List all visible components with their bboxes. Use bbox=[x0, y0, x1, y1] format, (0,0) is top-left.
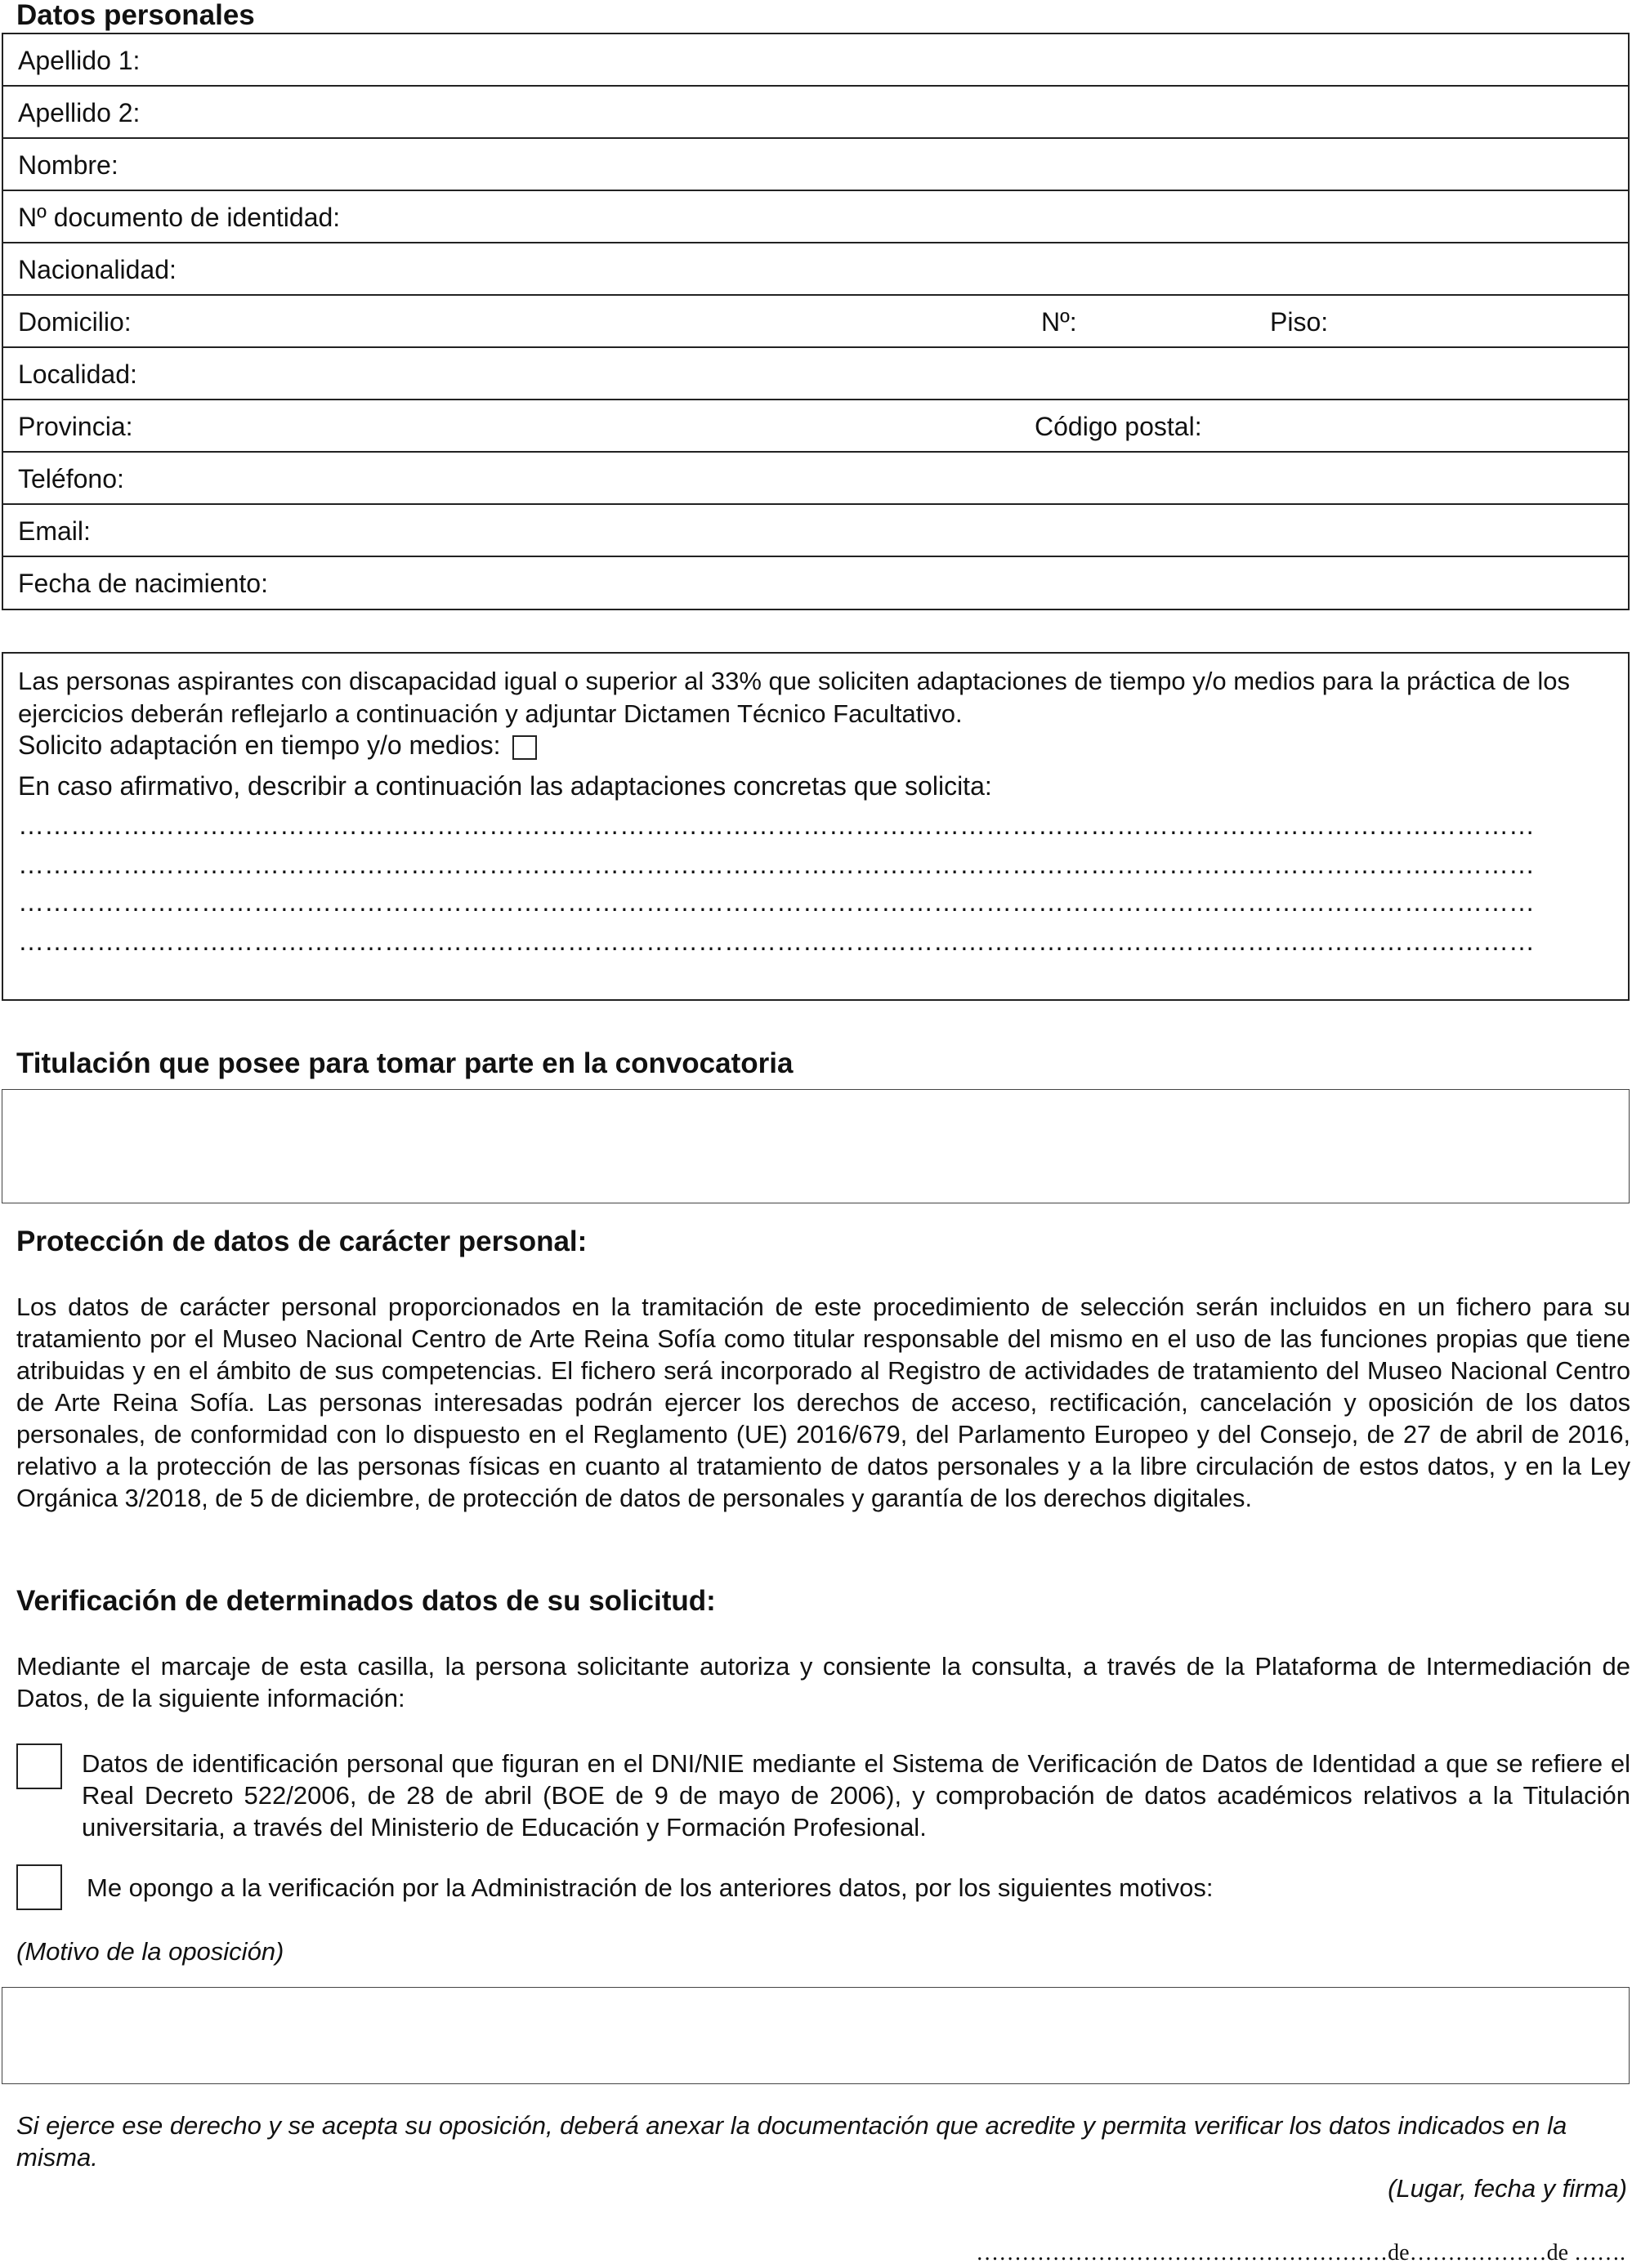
row-apellido1 bbox=[3, 34, 1628, 87]
verificacion-checkbox-me-opongo[interactable] bbox=[16, 1864, 62, 1910]
provincia-input[interactable] bbox=[159, 407, 1028, 446]
row-localidad bbox=[3, 348, 1628, 400]
motivo-oposicion-label: (Motivo de la oposición) bbox=[16, 1937, 284, 1966]
telefono-input[interactable] bbox=[159, 459, 1616, 498]
section-title-verificacion: Verificación de determinados datos de su solicitud: bbox=[16, 1585, 716, 1617]
label-nombre: Nombre: bbox=[18, 150, 118, 180]
discapacidad-box bbox=[2, 652, 1630, 1001]
row-provincia bbox=[3, 400, 1628, 453]
solicito-adaptacion-line bbox=[18, 730, 537, 760]
motivo-oposicion-input[interactable] bbox=[2, 1987, 1630, 2084]
section-title-datos-personales: Datos personales bbox=[16, 0, 255, 31]
row-apellido2 bbox=[3, 87, 1628, 139]
verificacion-checkbox-autorizo[interactable] bbox=[16, 1743, 62, 1789]
label-email: Email: bbox=[18, 516, 91, 546]
apellido2-input[interactable] bbox=[167, 93, 1616, 132]
personal-data-table bbox=[2, 33, 1630, 610]
row-nacionalidad bbox=[3, 243, 1628, 296]
numero-input[interactable] bbox=[1090, 302, 1265, 342]
documento-input[interactable] bbox=[371, 198, 1616, 237]
label-documento: Nº documento de identidad: bbox=[18, 203, 341, 232]
dotted-line-1[interactable]: ………………………………………………………………………………………………………………………………………………………… bbox=[18, 810, 1535, 840]
label-apellido1: Apellido 1: bbox=[18, 46, 141, 75]
piso-input[interactable] bbox=[1344, 302, 1616, 342]
label-numero: Nº: bbox=[1041, 307, 1077, 337]
section-title-titulacion: Titulación que posee para tomar parte en la convocatoria bbox=[16, 1047, 794, 1079]
row-email bbox=[3, 505, 1628, 557]
row-nombre bbox=[3, 139, 1628, 191]
label-telefono: Teléfono: bbox=[18, 464, 124, 493]
row-fecha-nacimiento bbox=[3, 557, 1628, 609]
adaptacion-checkbox[interactable] bbox=[512, 735, 537, 760]
email-input[interactable] bbox=[118, 511, 1616, 551]
section-title-proteccion: Protección de datos de carácter personal: bbox=[16, 1226, 588, 1257]
discapacidad-intro: Las personas aspirantes con discapacidad igual o superior al 33% que soliciten adaptaciones de tiempo y/o medios para la práctica de los ejercicios deberán reflejarlo a continuación y adjuntar Dictamen Técnico Facultativo. bbox=[18, 667, 1571, 728]
en-caso-label: En caso afirmativo, describir a continuación las adaptaciones concretas que solicita: bbox=[18, 771, 992, 801]
apellido1-input[interactable] bbox=[167, 41, 1616, 80]
row-documento bbox=[3, 191, 1628, 243]
dotted-line-3[interactable]: ………………………………………………………………………………………………………………………………………………………… bbox=[18, 887, 1535, 917]
verificacion-option1-text: Datos de identificación personal que figuran en el DNI/NIE mediante el Sistema de Verificación de Datos de Identidad a que se refiere el Real Decreto 522/2006, de 28 de abril (BOE de 9 de mayo de 2006), y comprobación de datos académicos relativos a la Titulación universitaria, a través del Ministerio de Educación y Formación Profesional. bbox=[82, 1749, 1630, 1842]
solicito-label: Solicito adaptación en tiempo y/o medios: bbox=[18, 730, 501, 760]
label-fecha-nacimiento: Fecha de nacimiento: bbox=[18, 569, 268, 598]
label-nacionalidad: Nacionalidad: bbox=[18, 255, 177, 284]
dotted-line-2[interactable]: ………………………………………………………………………………………………………………………………………………………… bbox=[18, 850, 1535, 879]
label-piso: Piso: bbox=[1270, 307, 1329, 337]
label-provincia: Provincia: bbox=[18, 412, 133, 441]
nombre-input[interactable] bbox=[142, 145, 1616, 185]
row-domicilio bbox=[3, 296, 1628, 348]
localidad-input[interactable] bbox=[167, 355, 1616, 394]
verificacion-option2-text: Me opongo a la verificación por la Administración de los anteriores datos, por los siguientes motivos: bbox=[87, 1873, 1214, 1902]
footer-note: Si ejerce ese derecho y se acepta su oposición, deberá anexar la documentación que acredite y permita verificar los datos indicados en la misma. bbox=[16, 2111, 1567, 2172]
titulacion-input[interactable] bbox=[2, 1089, 1630, 1203]
fecha-nacimiento-input[interactable] bbox=[297, 564, 1616, 603]
signature-date-line[interactable]: ………………………………………………de………………de ……. bbox=[976, 2240, 1625, 2266]
label-apellido2: Apellido 2: bbox=[18, 98, 141, 127]
row-telefono bbox=[3, 453, 1628, 505]
codigo-postal-input[interactable] bbox=[1221, 407, 1616, 446]
dotted-line-4[interactable]: ………………………………………………………………………………………………………………………………………………………… bbox=[18, 926, 1535, 956]
domicilio-input[interactable] bbox=[159, 302, 1028, 342]
verificacion-intro: Mediante el marcaje de esta casilla, la persona solicitante autoriza y consiente la consulta, a través de la Plataforma de Intermediación de Datos, de la siguiente información: bbox=[16, 1652, 1630, 1712]
label-codigo-postal: Código postal: bbox=[1035, 412, 1202, 441]
lugar-fecha-firma-label: (Lugar, fecha y firma) bbox=[1388, 2174, 1627, 2203]
label-domicilio: Domicilio: bbox=[18, 307, 132, 337]
nacionalidad-input[interactable] bbox=[208, 250, 1616, 289]
label-localidad: Localidad: bbox=[18, 359, 137, 389]
proteccion-body: Los datos de carácter personal proporcionados en la tramitación de este procedimiento de selección serán incluidos en un fichero para su tratamiento por el Museo Nacional Centro de Arte Reina Sofía como titular responsable del mismo en el uso de las funciones propias que tiene atribuidas y en el ámbito de sus competencias. El fichero será incorporado al Registro de actividades de tratamiento del Museo Nacional Centro de Arte Reina Sofía. Las personas interesadas podrán ejercer los derechos de acceso, rectificación, cancelación y oposición de los datos personales, de conformidad con lo dispuesto en el Reglamento (UE) 2016/679, del Parlamento Europeo y del Consejo, de 27 de abril de 2016, relativo a la protección de las personas físicas en cuanto al tratamiento de datos personales y a la libre circulación de estos datos, y en la Ley Orgánica 3/2018, de 5 de diciembre, de protección de datos de personales y garantía de los derechos digitales. bbox=[16, 1293, 1630, 1512]
